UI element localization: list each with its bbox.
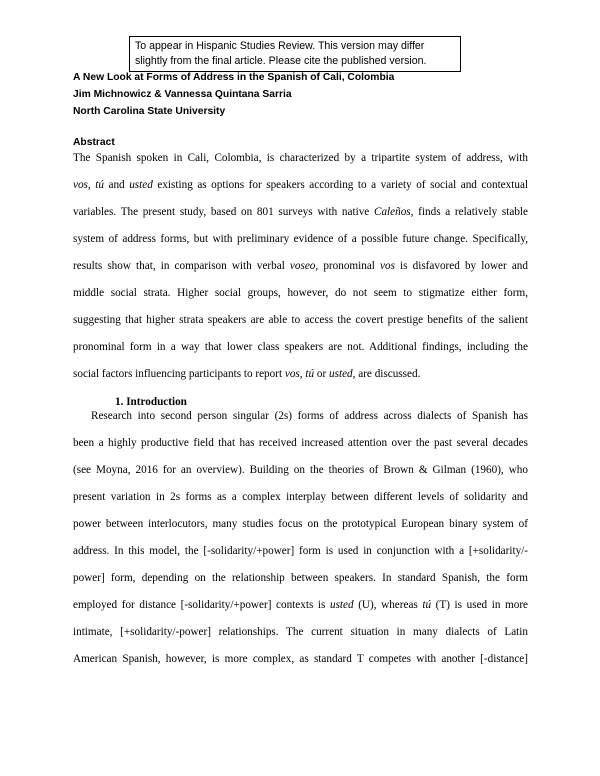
term-vos: vos <box>380 260 395 272</box>
notice-line-2: slightly from the final article. Please cite the published version. <box>135 55 427 67</box>
paper-authors: Jim Michnowicz & Vannessa Quintana Sarria <box>73 89 292 100</box>
abstract-line <box>73 206 528 218</box>
term-tu: tú <box>305 368 315 380</box>
abstract-line: suggesting that higher strata speakers are able to access the covert prestige benefits of the salient <box>73 314 528 326</box>
text-span: existing as options for speakers according to a variety of social and contextual <box>152 179 528 191</box>
text-span: (U), whereas <box>353 599 423 611</box>
term-tu: tú <box>422 599 432 611</box>
intro-line: been a highly productive field that has received increased attention over the past several decades <box>73 437 528 449</box>
term-vos: vos <box>284 368 300 380</box>
intro-line: power] form, depending on the relationship between speakers. In standard Spanish, the form <box>73 572 528 584</box>
abstract-line: The Spanish spoken in Cali, Colombia, is characterized by a tripartite system of address, with <box>73 152 528 164</box>
abstract-line: middle social strata. Higher social groups, however, do not seem to stigmatize either form, <box>73 287 528 299</box>
text-span: employed for distance [-solidarity/+power] contexts is <box>73 599 330 611</box>
term-vos: vos <box>73 179 88 191</box>
text-span: is disfavored by lower and <box>394 260 528 272</box>
intro-line: Research into second person singular (2s) forms of address across dialects of Spanish has <box>91 410 528 422</box>
term-usted: usted <box>129 179 153 191</box>
text-span: , <box>299 368 306 380</box>
paper-title: A New Look at Forms of Address in the Spanish of Cali, Colombia <box>73 72 395 83</box>
text-span: or <box>314 368 330 380</box>
term-tu: tú <box>95 179 104 191</box>
abstract-line <box>73 179 528 191</box>
intro-line: American Spanish, however, is more complex, as standard T competes with another [-distance] <box>73 653 528 665</box>
abstract-line <box>73 260 528 272</box>
abstract-line: system of address forms, but with preliminary evidence of a possible future change. Specifically, <box>73 233 528 245</box>
notice-line-1: To appear in Hispanic Studies Review. This version may differ <box>135 40 425 52</box>
intro-line: power between interlocutors, many studies focus on the prototypical European binary system of <box>73 518 528 530</box>
text-span: variables. The present study, based on 801 surveys with native <box>73 206 374 218</box>
term-calenos: Caleños <box>373 206 411 218</box>
paper-affiliation: North Carolina State University <box>73 106 226 117</box>
term-voseo: voseo <box>289 260 316 272</box>
term-usted: usted <box>329 599 354 611</box>
publication-notice-box <box>129 36 461 72</box>
text-span: results show that, in comparison with verbal <box>73 260 290 272</box>
intro-line: address. In this model, the [-solidarity/+power] form is used in conjunction with a [+solidarity/- <box>73 545 528 557</box>
intro-line <box>73 599 528 611</box>
intro-line: intimate, [+solidarity/-power] relationships. The current situation in many dialects of Latin <box>73 626 528 638</box>
text-span: and <box>103 179 130 191</box>
text-span: (T) is used in more <box>431 599 528 611</box>
text-span: , <box>87 179 96 191</box>
abstract-line <box>73 368 528 380</box>
text-span: , pronominal <box>315 260 381 272</box>
intro-line: (see Moyna, 2016 for an overview). Building on the theories of Brown & Gilman (1960), who <box>73 464 528 476</box>
text-span: social factors influencing participants to report <box>73 368 285 380</box>
abstract-heading: Abstract <box>73 137 115 148</box>
intro-line: present variation in 2s forms as a complex interplay between different levels of solidarity and <box>73 491 528 503</box>
term-usted: usted <box>329 368 353 380</box>
abstract-line: pronominal form in a way that lower class speakers are not. Additional findings, including the <box>73 341 528 353</box>
text-span: , are discussed. <box>352 368 421 380</box>
section-heading-introduction: 1. Introduction <box>115 396 187 408</box>
text-span: , finds a relatively stable <box>410 206 528 218</box>
